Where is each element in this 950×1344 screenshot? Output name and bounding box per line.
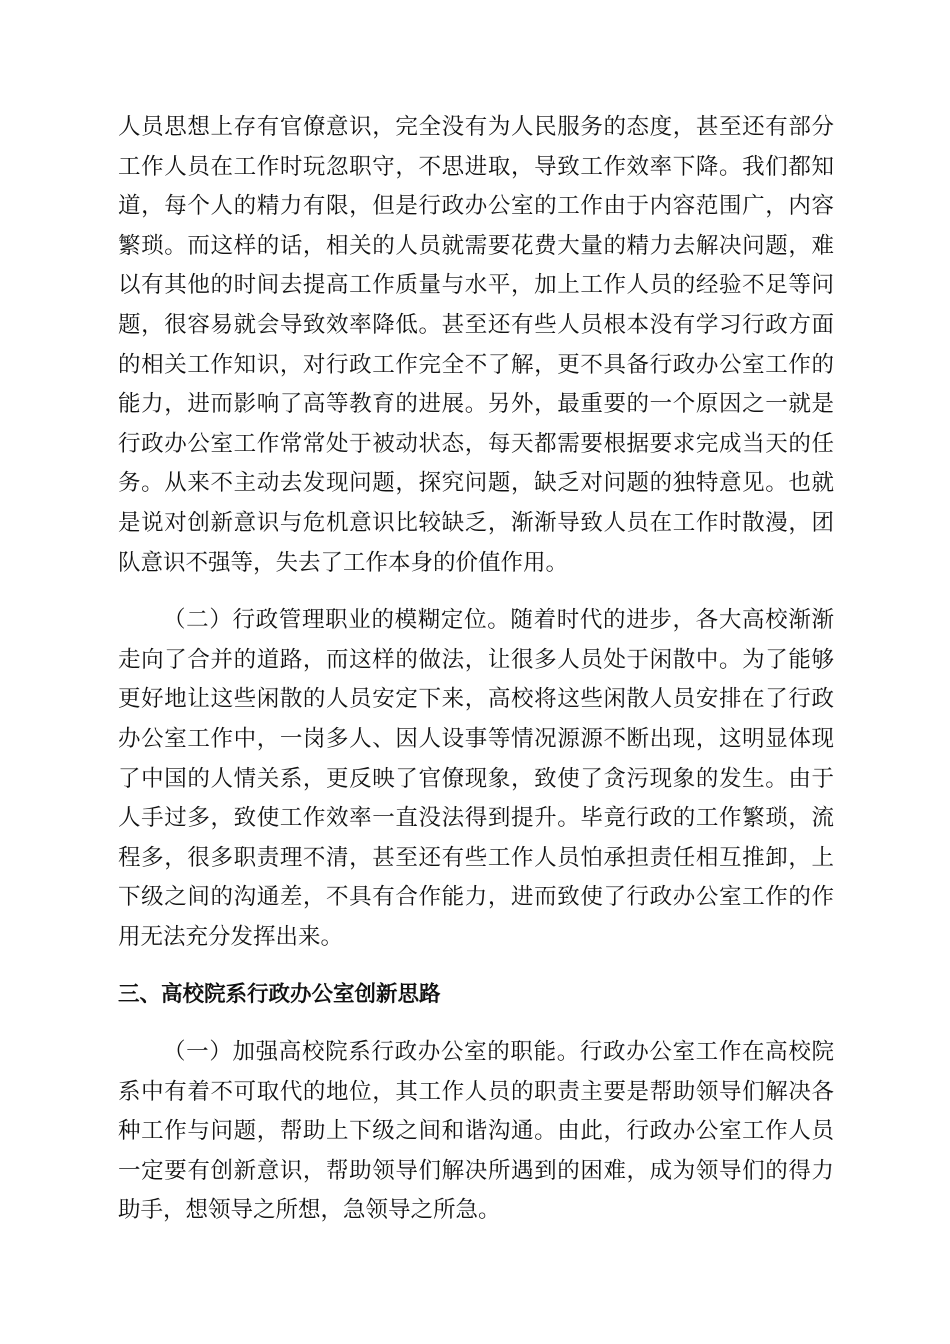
body-paragraph-1: 人员思想上存有官僚意识，完全没有为人民服务的态度，甚至还有部分工作人员在工作时玩忽职守，不思进取，导致工作效率下降。我们都知道，每个人的精力有限，但是行政办公室的工作由于内容范围广，内容繁琐。而这样的话，相关的人员就需要花费大量的精力去解决问题，难以有其他的时间去提高工作质量与水平，加上工作人员的经验不足等问题，很容易就会导致效率降低。甚至还有些人员根本没有学习行政方面的相关工作知识，对行政工作完全不了解，更不具备行政办公室工作的能力，进而影响了高等教育的进展。另外，最重要的一个原因之一就是行政办公室工作常常处于被动状态，每天都需要根据要求完成当天的任务。从来不主动去发现问题，探究问题，缺乏对问题的独特意见。也就是说对创新意识与危机意识比较缺乏，渐渐导致人员在工作时散漫，团队意识不强等，失去了工作本身的价值作用。 — [118, 114, 834, 576]
paragraph-spacer — [118, 1015, 834, 1033]
document-body — [118, 108, 834, 1231]
paragraph-spacer — [118, 583, 834, 601]
body-paragraph-2: （二）行政管理职业的模糊定位。随着时代的进步，各大高校渐渐走向了合并的道路，而这样的做法，让很多人员处于闲散中。为了能够更好地让这些闲散的人员安定下来，高校将这些闲散人员安排在了行政办公室工作中，一岗多人、因人设事等情况源源不断出现，这明显体现了中国的人情关系，更反映了官僚现象，致使了贪污现象的发生。由于人手过多，致使工作效率一直没法得到提升。毕竟行政的工作繁琐，流程多，很多职责理不清，甚至还有些工作人员怕承担责任相互推卸，上下级之间的沟通差，不具有合作能力，进而致使了行政办公室工作的作用无法充分发挥出来。 — [118, 607, 834, 950]
section-heading: 三、高校院系行政办公室创新思路 — [118, 982, 441, 1008]
body-paragraph-3: （一）加强高校院系行政办公室的职能。行政办公室工作在高校院系中有着不可取代的地位，其工作人员的职责主要是帮助领导们解决各种工作与问题，帮助上下级之间和谐沟通。由此，行政办公室工作人员一定要有创新意识，帮助领导们解决所遇到的困难，成为领导们的得力助手，想领导之所想，急领导之所急。 — [118, 1039, 834, 1224]
paragraph-spacer — [118, 957, 834, 975]
